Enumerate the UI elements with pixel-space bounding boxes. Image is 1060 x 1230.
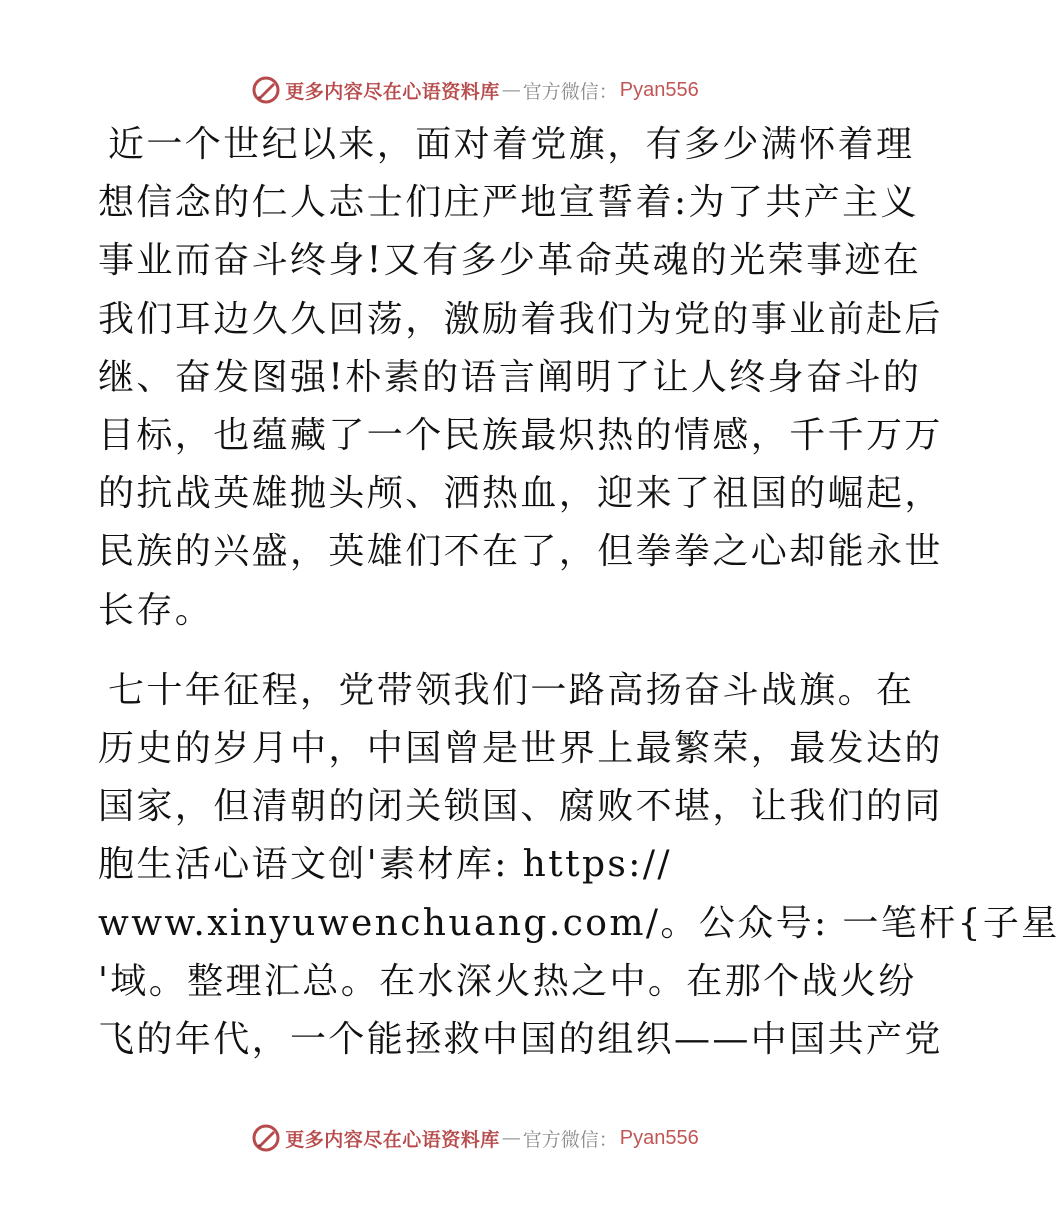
text-line: 继、奋发图强!朴素的语言阐明了让人终身奋斗的 [98, 356, 922, 398]
watermark-wechat-id: Pyan556 [619, 1126, 699, 1149]
text-line: 胞生活心语文创'素材库: https:// [98, 844, 672, 886]
header-watermark [0, 70, 950, 110]
quill-logo-icon [251, 75, 281, 105]
text-line: '域。整理汇总。在水深火热之中。在那个战火纷 [98, 960, 917, 1002]
text-line: 事业而奋斗终身!又有多少革命英魂的光荣事迹在 [98, 240, 922, 282]
paragraph-2 [98, 662, 1060, 1069]
footer-watermark [0, 1118, 950, 1158]
text-line: 想信念的仁人志士们庄严地宣誓着:为了共产主义 [98, 182, 919, 224]
text-line: www.xinyuwenchuang.com/。公众号: 一笔杆{子星 [98, 902, 1060, 944]
text-line: 民族的兴盛，英雄们不在了，但拳拳之心却能永世 [98, 531, 943, 573]
text-line: 目标，也蕴藏了一个民族最炽热的情感，千千万万 [98, 415, 943, 457]
paragraph-1 [98, 116, 943, 640]
text-line: 我们耳边久久回荡，激励着我们为党的事业前赴后 [98, 298, 943, 340]
text-line: 历史的岁月中，中国曾是世界上最繁荣，最发达的 [98, 728, 943, 770]
watermark-site-text: 更多内容尽在心语资料库 [285, 1128, 500, 1151]
watermark-separator: — [501, 79, 521, 101]
text-line: 飞的年代，一个能拯救中国的组织——中国共产党 [98, 1019, 943, 1061]
watermark-wechat-id: Pyan556 [619, 78, 699, 101]
text-line: 近一个世纪以来，面对着党旗，有多少满怀着理 [108, 124, 915, 165]
watermark-wechat-label: 官方微信： [522, 80, 618, 103]
text-line: 的抗战英雄抛头颅、洒热血，迎来了祖国的崛起， [98, 473, 943, 515]
text-line: 国家，但清朝的闭关锁国、腐败不堪，让我们的同 [98, 786, 943, 828]
text-line: 长存。 [98, 589, 214, 631]
watermark-site-text: 更多内容尽在心语资料库 [285, 80, 500, 103]
watermark-separator: — [501, 1127, 521, 1149]
document-body [98, 116, 1060, 1091]
text-line: 七十年征程，党带领我们一路高扬奋斗战旗。在 [108, 669, 915, 711]
watermark-wechat-label: 官方微信： [522, 1128, 618, 1151]
quill-logo-icon [251, 1123, 281, 1153]
